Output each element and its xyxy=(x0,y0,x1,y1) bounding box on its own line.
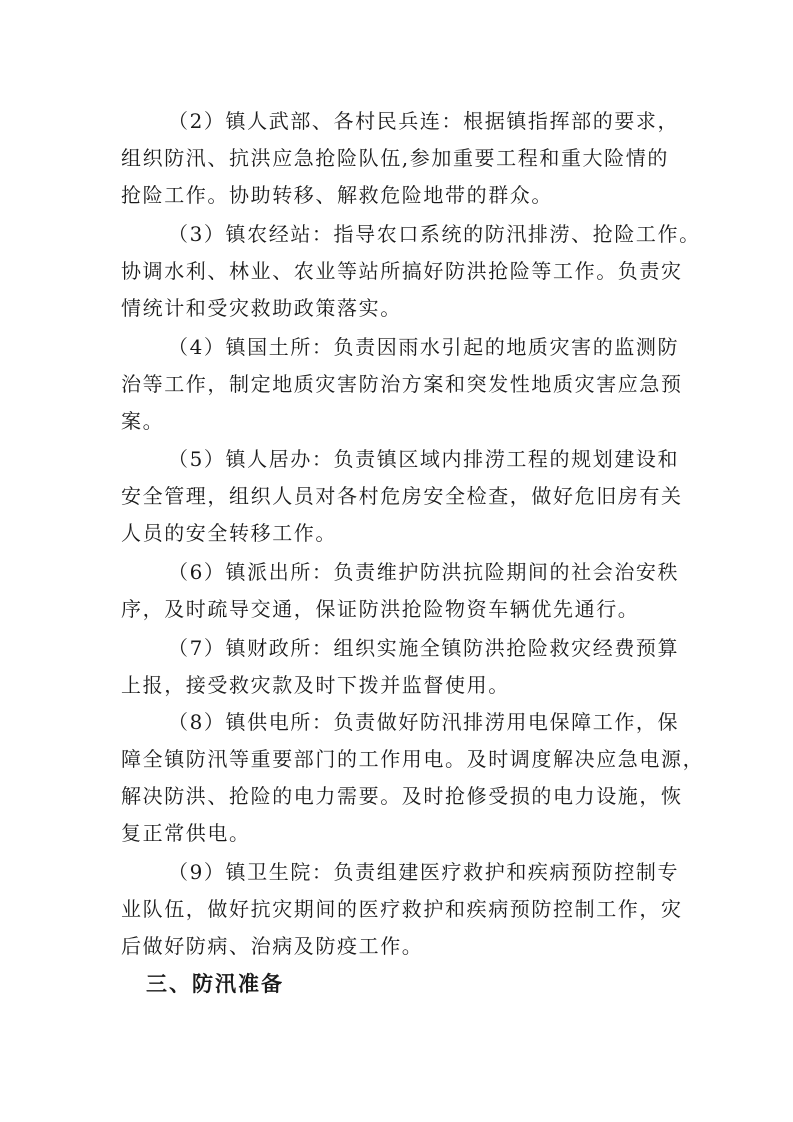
section-heading: 三、防汛准备 xyxy=(146,972,284,996)
text-line: 障全镇防汛等重要部门的工作用电。及时调度解决应急电源， xyxy=(121,747,705,771)
text-line: 后做好防病、治病及防疫工作。 xyxy=(121,934,424,958)
text-line: 协调水利、林业、农业等站所搞好防洪抢险等工作。负责灾 xyxy=(121,259,683,283)
text-line: （7）镇财政所：组织实施全镇防洪抢险救灾经费预算 xyxy=(168,636,680,660)
text-line: 案。 xyxy=(121,409,165,433)
text-line: （9）镇卫生院：负责组建医疗救护和疾病预防控制专 xyxy=(168,860,680,884)
text-line: （2）镇人武部、各村民兵连：根据镇指挥部的要求， xyxy=(168,109,680,133)
text-line: （4）镇国土所：负责因雨水引起的地质灾害的监测防 xyxy=(168,335,680,359)
text-line: 序，及时疏导交通，保证防洪抢险物资车辆优先通行。 xyxy=(121,597,640,621)
text-line: 上报，接受救灾款及时下拨并监督使用。 xyxy=(121,673,510,697)
text-line: 治等工作，制定地质灾害防治方案和突发性地质灾害应急预 xyxy=(121,372,683,396)
text-line: 情统计和受灾救助政策落实。 xyxy=(121,296,402,320)
text-line: 安全管理，组织人员对各村危房安全检查，做好危旧房有关 xyxy=(121,484,683,508)
text-line: （6）镇派出所：负责维护防洪抗险期间的社会治安秩 xyxy=(168,560,680,584)
text-line: （8）镇供电所：负责做好防汛排涝用电保障工作，保 xyxy=(168,710,680,734)
text-line: 组织防汛、抗洪应急抢险队伍,参加重要工程和重大险情的 xyxy=(121,146,669,170)
text-line: （5）镇人居办：负责镇区域内排涝工程的规划建设和 xyxy=(168,447,680,471)
text-line: 抢险工作。协助转移、解救危险地带的群众。 xyxy=(121,183,553,207)
text-line: 解决防洪、抢险的电力需要。及时抢修受损的电力设施，恢 xyxy=(121,784,683,808)
text-line: 复正常供电。 xyxy=(121,821,251,845)
text-line: 人员的安全转移工作。 xyxy=(121,521,337,545)
text-line: （3）镇农经站：指导农口系统的防汛排涝、抢险工作。 xyxy=(168,222,701,246)
text-line: 业队伍，做好抗灾期间的医疗救护和疾病预防控制工作，灾 xyxy=(121,897,683,921)
